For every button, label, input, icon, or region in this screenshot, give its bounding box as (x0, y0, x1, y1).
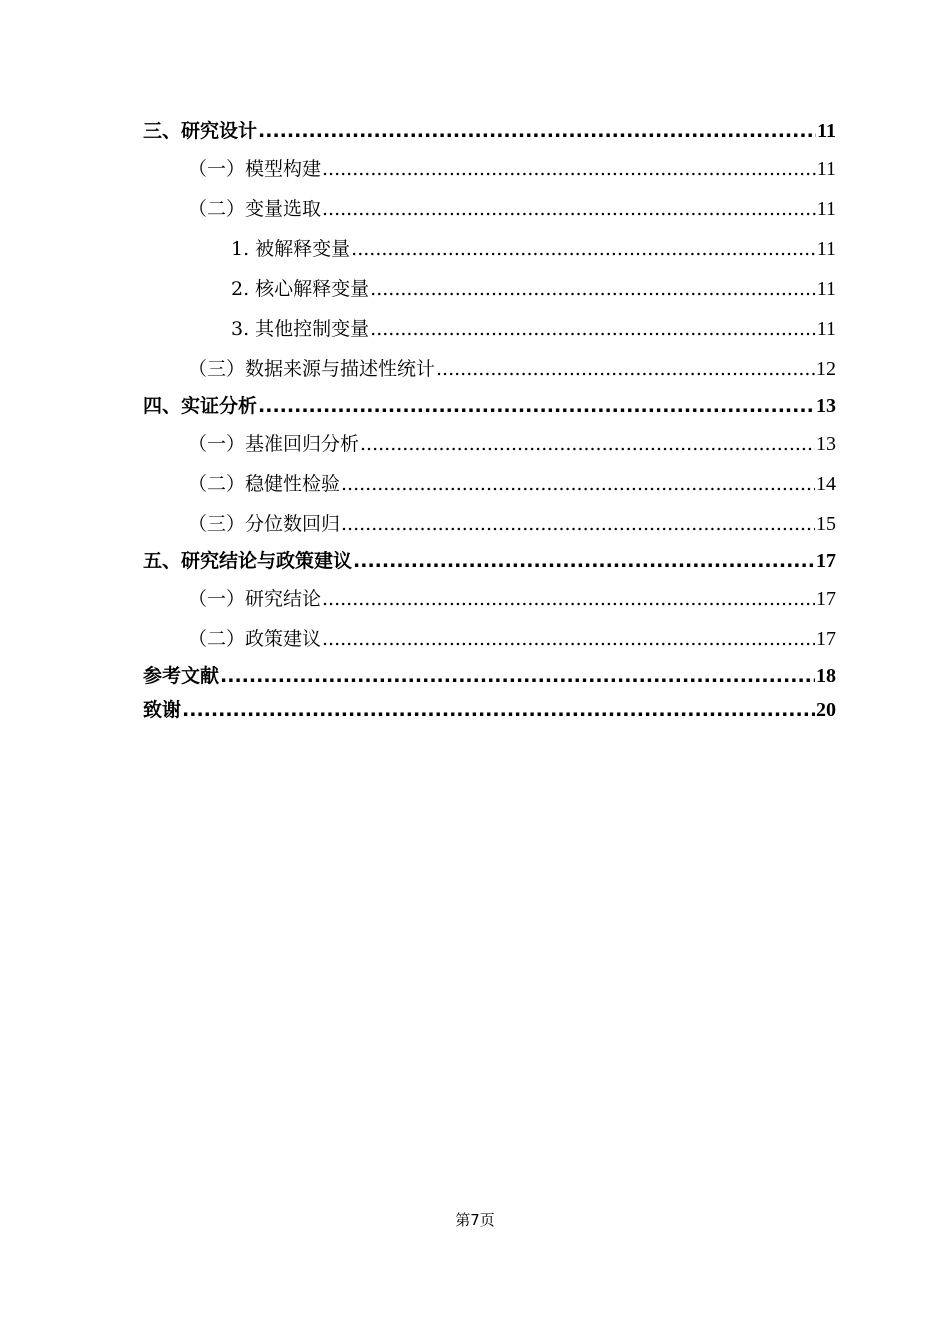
toc-dot-leader (182, 694, 815, 726)
toc-entry-page: 20 (816, 699, 836, 721)
toc-dot-leader (322, 189, 816, 229)
toc-entry-research-conclusions[interactable] (143, 579, 836, 619)
toc-dot-leader (370, 269, 816, 309)
toc-entry-title: 参考文献 (143, 665, 220, 687)
toc-entry-page: 11 (817, 120, 836, 142)
toc-entry-title: 2. 核心解释变量 (231, 278, 370, 300)
toc-dot-leader (322, 149, 816, 189)
toc-entry-page: 12 (816, 358, 836, 380)
toc-dot-leader (436, 349, 815, 389)
toc-entry-empirical-analysis[interactable] (143, 389, 836, 424)
toc-entry-control-variables[interactable] (143, 309, 836, 349)
toc-entry-model-construction[interactable] (143, 149, 836, 189)
toc-entry-title: 四、实证分析 (143, 395, 258, 417)
toc-entry-page: 18 (816, 665, 836, 687)
toc-dot-leader (322, 619, 815, 659)
toc-entry-title: 3. 其他控制变量 (231, 318, 370, 340)
toc-entry-page: 14 (816, 473, 836, 495)
toc-entry-core-explanatory-variable[interactable] (143, 269, 836, 309)
table-of-contents (143, 114, 836, 726)
page-footer (0, 1209, 950, 1230)
toc-entry-title: 致谢 (143, 699, 182, 721)
toc-entry-title: （一）基准回归分析 (188, 433, 360, 455)
toc-dot-leader (351, 229, 816, 269)
toc-dot-leader (258, 114, 816, 149)
toc-entry-title: （三）分位数回归 (188, 513, 341, 535)
page-number-label: 第7页 (455, 1211, 495, 1229)
toc-entry-page: 17 (816, 588, 836, 610)
toc-dot-leader (258, 389, 815, 424)
toc-dot-leader (322, 579, 815, 619)
toc-entry-page: 13 (816, 395, 836, 417)
toc-entry-title: 1. 被解释变量 (231, 238, 351, 260)
toc-entry-variable-selection[interactable] (143, 189, 836, 229)
toc-entry-page: 11 (816, 198, 836, 220)
toc-entry-page: 11 (816, 158, 836, 180)
toc-dot-leader (341, 464, 815, 504)
toc-entry-title: （二）政策建议 (188, 628, 322, 650)
toc-dot-leader (341, 504, 815, 544)
toc-entry-dependent-variable[interactable] (143, 229, 836, 269)
toc-entry-title: （三）数据来源与描述性统计 (188, 358, 436, 380)
toc-entry-robustness-test[interactable] (143, 464, 836, 504)
toc-entry-title: 三、研究设计 (143, 120, 258, 142)
toc-entry-page: 11 (816, 238, 836, 260)
toc-entry-references[interactable] (143, 659, 836, 694)
toc-entry-research-design[interactable] (143, 114, 836, 149)
toc-dot-leader (353, 544, 815, 579)
toc-dot-leader (370, 309, 816, 349)
toc-entry-data-sources[interactable] (143, 349, 836, 389)
toc-entry-title: （二）变量选取 (188, 198, 322, 220)
toc-entry-page: 17 (816, 550, 836, 572)
toc-entry-conclusions-and-policy[interactable] (143, 544, 836, 579)
toc-entry-quantile-regression[interactable] (143, 504, 836, 544)
toc-dot-leader (360, 424, 815, 464)
toc-entry-policy-recommendations[interactable] (143, 619, 836, 659)
toc-entry-title: （二）稳健性检验 (188, 473, 341, 495)
toc-entry-title: （一）模型构建 (188, 158, 322, 180)
toc-entry-baseline-regression[interactable] (143, 424, 836, 464)
toc-entry-page: 13 (816, 433, 836, 455)
toc-entry-title: 五、研究结论与政策建议 (143, 550, 353, 572)
toc-dot-leader (220, 659, 815, 694)
toc-entry-page: 15 (816, 513, 836, 535)
toc-entry-page: 17 (816, 628, 836, 650)
toc-entry-page: 11 (816, 278, 836, 300)
toc-entry-page: 11 (816, 318, 836, 340)
toc-entry-acknowledgements[interactable] (143, 694, 836, 726)
toc-entry-title: （一）研究结论 (188, 588, 322, 610)
